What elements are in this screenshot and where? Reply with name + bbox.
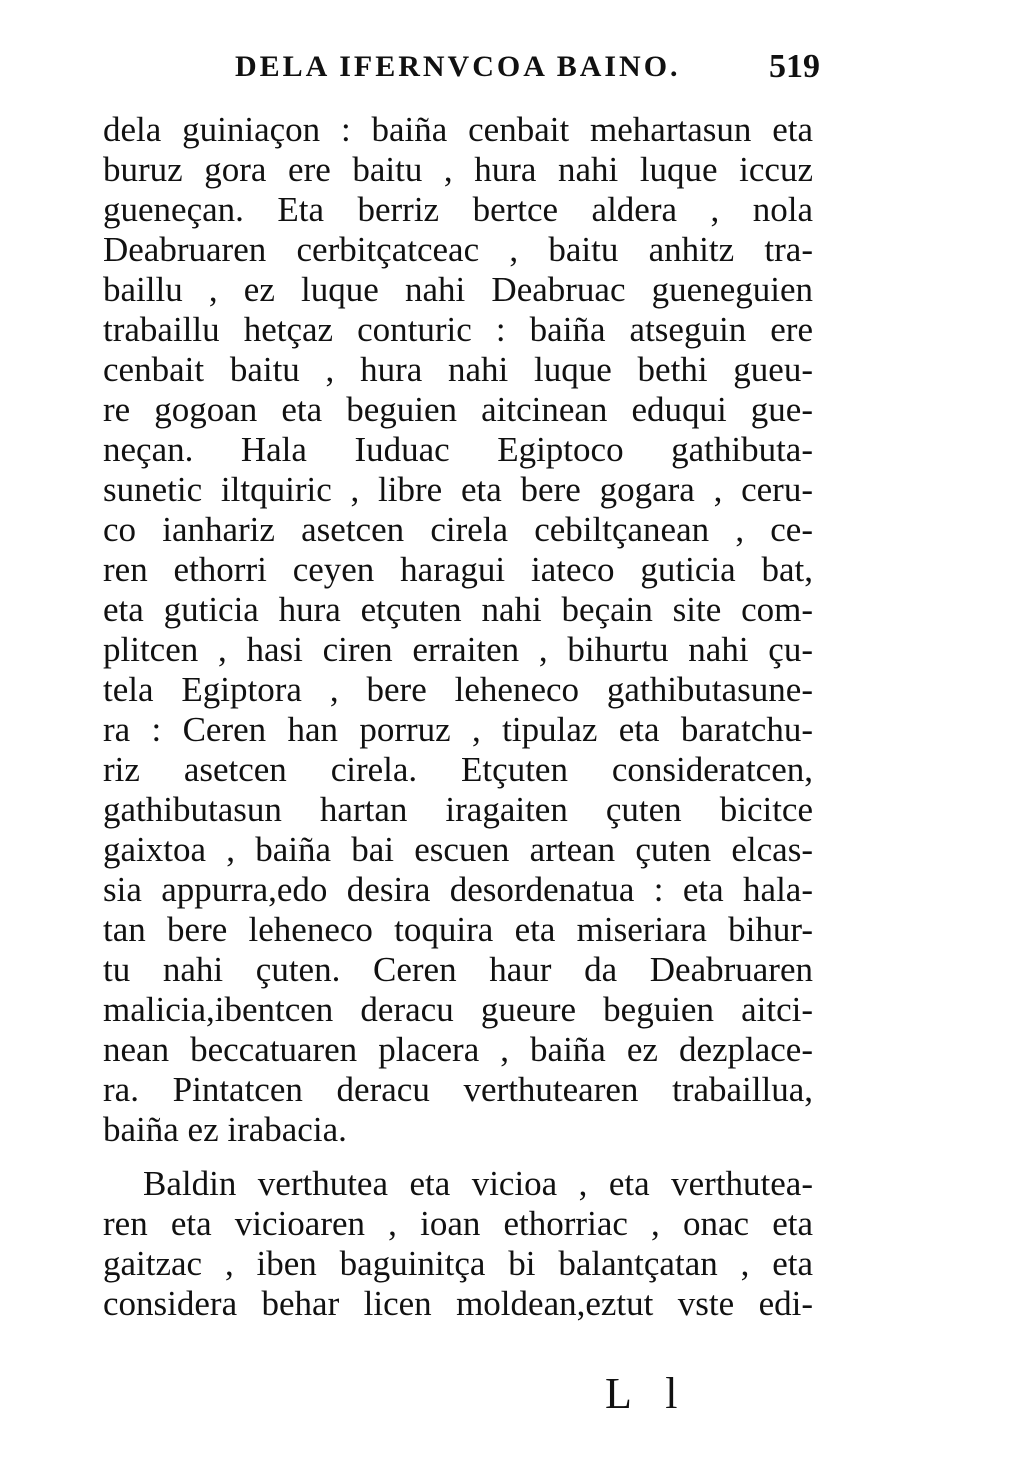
signature-mark: L l (605, 1369, 690, 1418)
text-line: ren eta vicioaren , ioan ethorriac , onac eta (103, 1204, 813, 1243)
text-line: Deabruaren cerbitçatceac , baitu anhitz tra- (103, 230, 813, 269)
text-line: Baldin verthutea eta vicioa , eta verthutea- (143, 1164, 813, 1203)
text-line: baillu , ez luque nahi Deabruac gueneguien (103, 270, 813, 309)
text-line: baiña ez irabacia. (103, 1110, 347, 1149)
paragraph-2 (103, 1164, 813, 1324)
text-line: co ianhariz asetcen cirela cebiltçanean , ce- (103, 510, 813, 549)
text-line: neçan. Hala Iuduac Egiptoco gathibuta- (103, 430, 813, 469)
text-line: buruz gora ere baitu , hura nahi luque iccuz (103, 150, 813, 189)
text-line: gaixtoa , baiña bai escuen artean çuten elcas- (103, 830, 813, 869)
text-line: gueneçan. Eta berriz bertce aldera , nola (103, 190, 813, 229)
text-line: dela guiniaçon : baiña cenbait mehartasun eta (103, 110, 813, 149)
text-line: plitcen , hasi ciren erraiten , bihurtu nahi çu- (103, 630, 813, 669)
running-head (100, 50, 820, 90)
text-line: ren ethorri ceyen haragui iateco guticia bat, (103, 550, 813, 589)
text-line: gathibutasun hartan iragaiten çuten bicitce (103, 790, 813, 829)
text-line: cenbait baitu , hura nahi luque bethi gueu- (103, 350, 813, 389)
body-text (103, 110, 813, 1324)
text-line: tan bere leheneco toquira eta miseriara bihur- (103, 910, 813, 949)
text-line: considera behar licen moldean,eztut vste edi- (103, 1284, 813, 1323)
text-line: ra. Pintatcen deracu verthutearen trabaillua, (103, 1070, 813, 1109)
paragraph-1 (103, 110, 813, 1150)
text-line: nean beccatuaren placera , baiña ez dezplace- (103, 1030, 813, 1069)
text-line: eta guticia hura etçuten nahi beçain site com- (103, 590, 813, 629)
text-line: ra : Ceren han porruz , tipulaz eta baratchu- (103, 710, 813, 749)
text-line: sunetic iltquiric , libre eta bere gogara , ceru- (103, 470, 813, 509)
running-title: DELA IFERNVCOA BAINO. (235, 50, 681, 83)
paragraph-gap (103, 1150, 813, 1164)
text-line: riz asetcen cirela. Etçuten consideratcen, (103, 750, 813, 789)
text-line: re gogoan eta beguien aitcinean eduqui gue- (103, 390, 813, 429)
text-line: gaitzac , iben baguinitça bi balantçatan , eta (103, 1244, 813, 1283)
text-line: tu nahi çuten. Ceren haur da Deabruaren (103, 950, 813, 989)
page-number: 519 (769, 48, 820, 85)
text-line: sia appurra,edo desira desordenatua : eta hala- (103, 870, 813, 909)
text-line: trabaillu hetçaz conturic : baiña atseguin ere (103, 310, 813, 349)
text-line: tela Egiptora , bere leheneco gathibutasune- (103, 670, 813, 709)
text-line: malicia,ibentcen deracu gueure beguien aitci- (103, 990, 813, 1029)
